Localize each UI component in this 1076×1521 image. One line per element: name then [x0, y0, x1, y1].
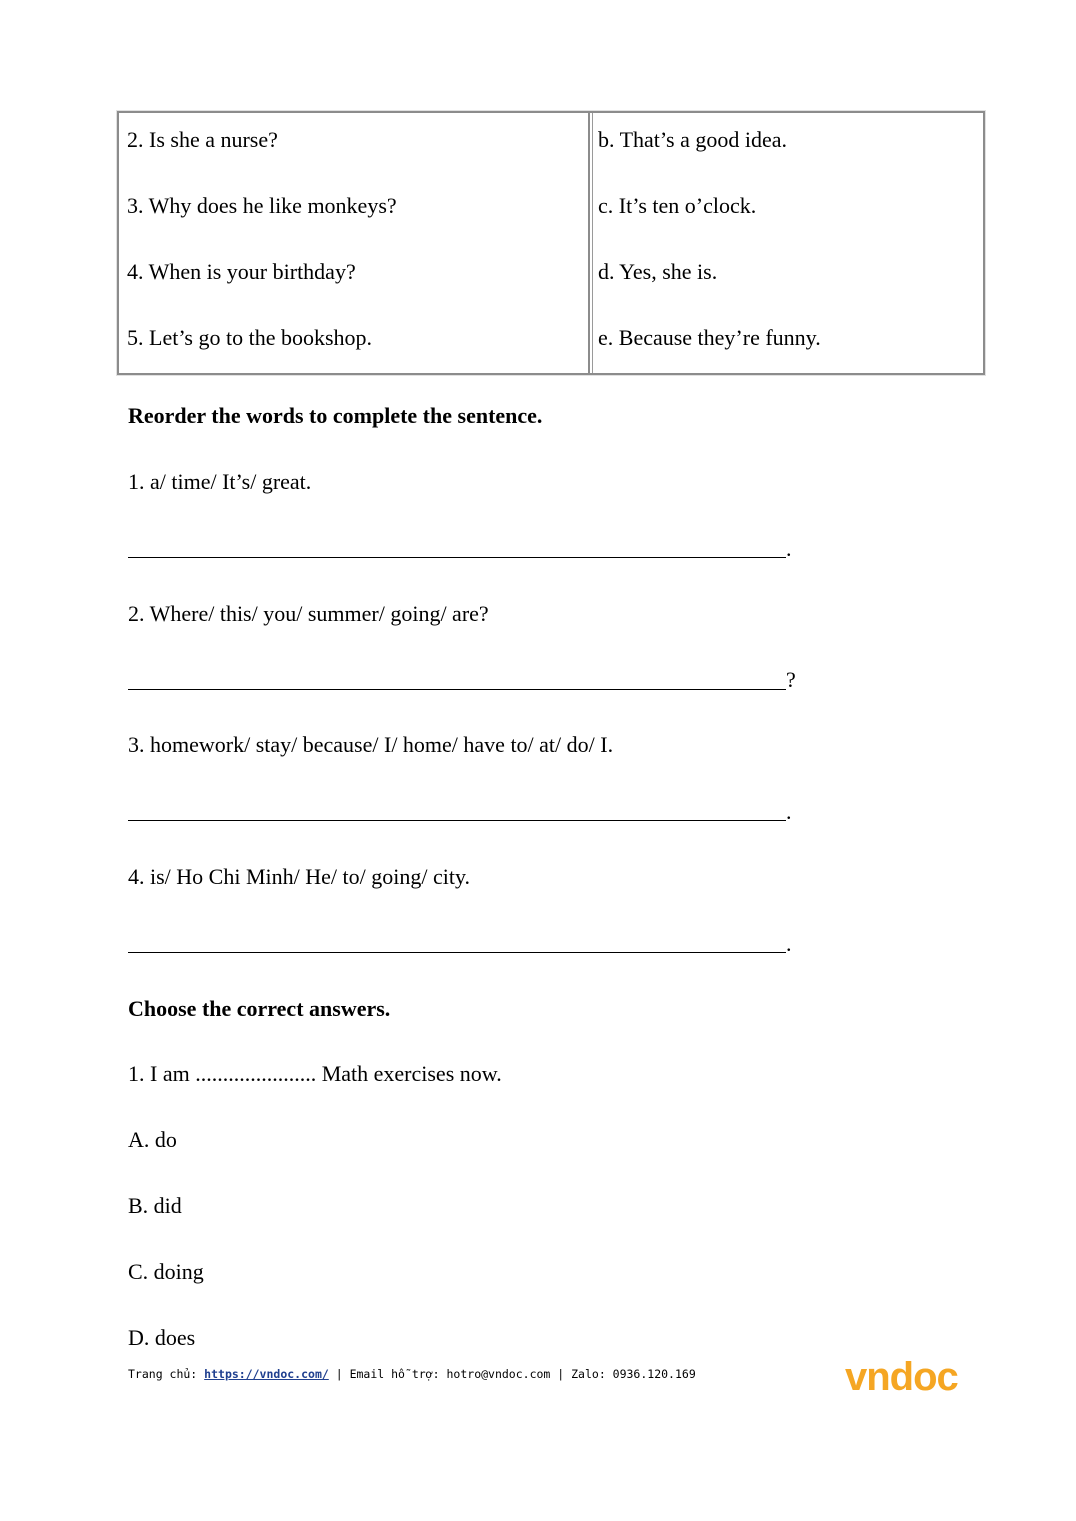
- answer-option[interactable]: A. do: [128, 1127, 177, 1152]
- matching-answer: c. It’s ten o’clock.: [598, 193, 757, 218]
- answer-end-mark: .: [786, 799, 792, 824]
- choose-question: 1. I am ...................... Math exercises now.: [128, 1061, 502, 1086]
- matching-question: 3. Why does he like monkeys?: [127, 193, 397, 218]
- matching-answer: d. Yes, she is.: [598, 259, 718, 284]
- answer-end-mark: ?: [786, 667, 796, 692]
- matching-table: [117, 111, 985, 375]
- matching-answer: e. Because they’re funny.: [598, 325, 821, 350]
- reorder-prompt: 3. homework/ stay/ because/ I/ home/ have to/ at/ do/ I.: [128, 732, 614, 757]
- matching-question: 2. Is she a nurse?: [127, 127, 278, 152]
- page-footer: [128, 1367, 696, 1381]
- answer-end-mark: .: [786, 536, 792, 561]
- reorder-prompt: 1. a/ time/ It’s/ great.: [128, 469, 312, 494]
- reorder-prompt: 2. Where/ this/ you/ summer/ going/ are?: [128, 601, 489, 626]
- answer-option[interactable]: D. does: [128, 1325, 196, 1350]
- answer-blank-line[interactable]: [128, 689, 786, 690]
- footer-home-label: Trang chủ:: [128, 1367, 205, 1381]
- matching-answers-column: [592, 113, 983, 373]
- answer-blank-line[interactable]: [128, 557, 786, 558]
- vndoc-logo: [843, 1358, 973, 1398]
- matching-questions-column: [119, 113, 590, 373]
- reorder-prompt: 4. is/ Ho Chi Minh/ He/ to/ going/ city.: [128, 864, 471, 889]
- answer-option[interactable]: B. did: [128, 1193, 182, 1218]
- answer-end-mark: .: [786, 931, 792, 956]
- matching-answer: b. That’s a good idea.: [598, 127, 787, 152]
- footer-contact: | Email hỗ trợ: hotro@vndoc.com | Zalo: 0936.120.169: [328, 1367, 696, 1381]
- answer-blank-line[interactable]: [128, 820, 786, 821]
- logo-text: vndoc: [845, 1358, 958, 1398]
- choose-heading: Choose the correct answers.: [128, 996, 391, 1021]
- home-link[interactable]: https://vndoc.com/: [204, 1367, 329, 1381]
- matching-question: 5. Let’s go to the bookshop.: [127, 325, 373, 350]
- answer-option[interactable]: C. doing: [128, 1259, 204, 1284]
- answer-blank-line[interactable]: [128, 952, 786, 953]
- reorder-heading: Reorder the words to complete the sentence.: [128, 403, 543, 428]
- matching-question: 4. When is your birthday?: [127, 259, 356, 284]
